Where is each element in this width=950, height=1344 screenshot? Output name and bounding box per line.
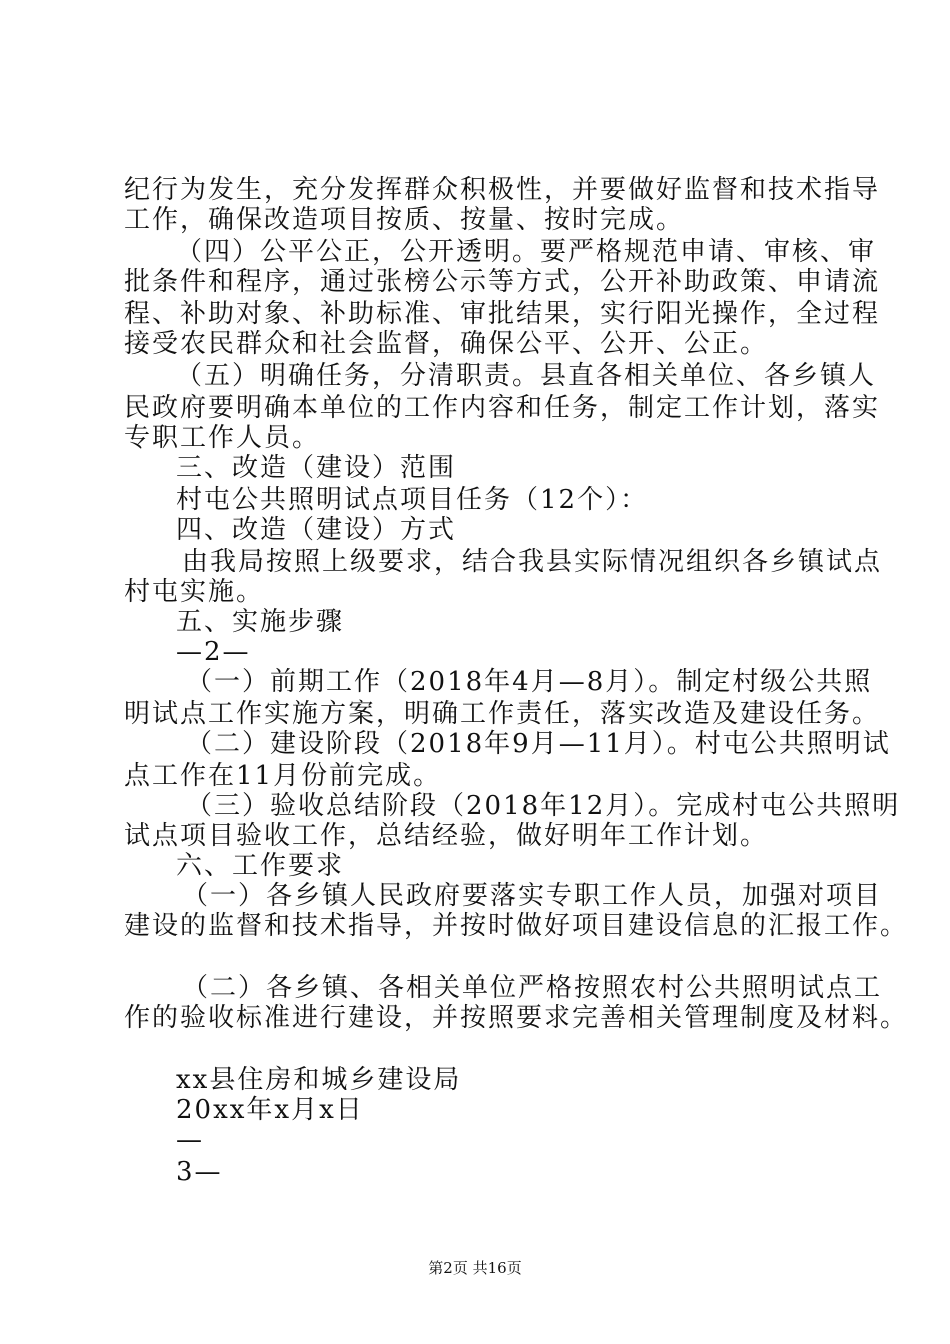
page-footer: 第2页 共16页	[428, 1259, 522, 1277]
text-line: 作的验收标准进行建设，并按照要求完善相关管理制度及材料。	[124, 1003, 909, 1033]
text-line: （二）建设阶段（2018年9月—11月）。村屯公共照明试	[186, 729, 891, 759]
text-line: 由我局按照上级要求，结合我县实际情况组织各乡镇试点	[182, 547, 883, 577]
text-line: （三）验收总结阶段（2018年12月）。完成村屯公共照明	[186, 791, 901, 821]
text-line: 专职工作人员。	[124, 423, 321, 453]
section-heading: 四、改造（建设）方式	[176, 515, 457, 545]
text-line: 村屯公共照明试点项目任务（12个）：	[176, 485, 649, 515]
issuer-name: xx县住房和城乡建设局	[176, 1065, 462, 1095]
page-marker: 3—	[176, 1157, 223, 1187]
text-line: 接受农民群众和社会监督，确保公平、公开、公正。	[124, 329, 769, 359]
text-line: （五）明确任务，分清职责。县直各相关单位、各乡镇人	[176, 361, 877, 391]
section-heading: 三、改造（建设）范围	[176, 453, 457, 483]
text-line: 建设的监督和技术指导，并按时做好项目建设信息的汇报工作。	[124, 911, 909, 941]
text-line: （一）前期工作（2018年4月—8月）。制定村级公共照	[186, 667, 873, 697]
section-heading: 六、工作要求	[176, 851, 345, 881]
text-line: 村屯实施。	[124, 577, 265, 607]
section-heading: 五、实施步骤	[176, 607, 345, 637]
page-marker: —2—	[176, 637, 251, 667]
text-line: 试点项目验收工作，总结经验，做好明年工作计划。	[124, 821, 769, 851]
text-line: （四）公平公正，公开透明。要严格规范申请、审核、审	[176, 237, 877, 267]
page-marker: —	[176, 1125, 204, 1155]
text-line: 工作，确保改造项目按质、按量、按时完成。	[124, 205, 685, 235]
text-line: 民政府要明确本单位的工作内容和任务，制定工作计划，落实	[124, 393, 881, 423]
text-line: 点工作在11月份前完成。	[124, 761, 442, 791]
text-line: 批条件和程序，通过张榜公示等方式，公开补助政策、申请流	[124, 267, 881, 297]
text-line: 明试点工作实施方案，明确工作责任，落实改造及建设任务。	[124, 699, 881, 729]
text-line: （一）各乡镇人民政府要落实专职工作人员，加强对项目	[182, 881, 883, 911]
text-line: 纪行为发生，充分发挥群众积极性，并要做好监督和技术指导	[124, 175, 881, 205]
text-line: （二）各乡镇、各相关单位严格按照农村公共照明试点工	[182, 973, 883, 1003]
text-line: 程、补助对象、补助标准、审批结果，实行阳光操作，全过程	[124, 299, 881, 329]
issue-date: 20xx年x月x日	[176, 1095, 364, 1125]
